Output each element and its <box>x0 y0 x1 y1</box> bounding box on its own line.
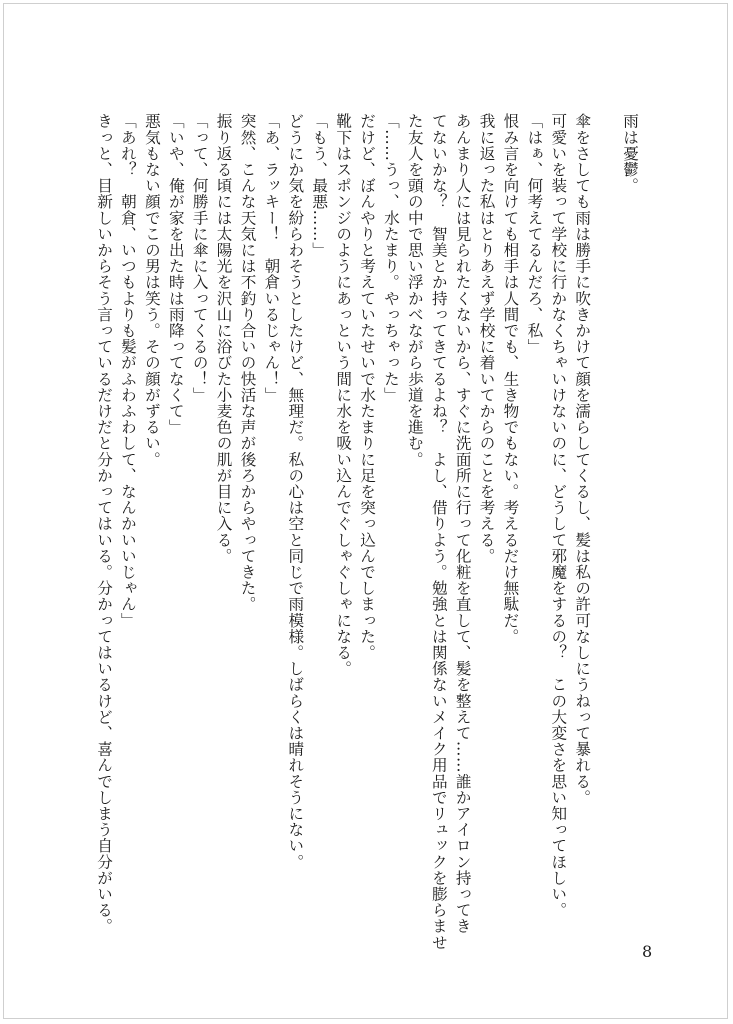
text-line: 「あれ？ 朝倉、いつもよりも髪がふわふわして、なんかいいじゃん」 <box>118 113 137 629</box>
document-page <box>3 3 728 1019</box>
chapter-title: 雨は憂鬱。 <box>621 113 639 194</box>
text-line: 悪気もない顔でこの男は笑う。その顔がずるい。 <box>142 113 161 468</box>
text-line: 突然、こんな天気には不釣り合いの快活な声が後ろからやってきた。 <box>238 113 257 613</box>
text-line: 我に返った私はとりあえず学校に着いてからのことを考える。 <box>477 113 496 564</box>
text-line: どうにか気を紛らわそうとしたけど、無理だ。私の心は空と同じで雨模様。しばらくは晴れそうにない。 <box>286 113 305 870</box>
text-line: きっと、目新しいからそう言っているだけだと分かってはいる。分かってはいるけど、喜んでしまう自分がいる。 <box>95 113 114 935</box>
text-line: 「もう、最悪……」 <box>310 113 329 258</box>
text-line: てないかな？ 智美とか持ってきてるよね？ よし、借りよう。勉強とは関係ないメイク用品でリュックを膨らませ <box>429 113 448 951</box>
text-line: た友人を頭の中で思い浮かべながら歩道を進む。 <box>405 113 424 468</box>
text-line: 「……うっ、水たまり。やっちゃった」 <box>381 113 400 403</box>
page-number: 8 <box>642 942 653 961</box>
text-line: だけど、ぼんやりと考えていたせいで水たまりに足を突っ込んでしまった。 <box>358 113 377 661</box>
text-line: 可愛いを装って学校に行かなくちゃいけないのに、どうして邪魔をするの？ この大変さを思い知ってほしい。 <box>549 113 568 918</box>
text-line: 「はぁ、何考えてるんだろ、私」 <box>525 113 544 355</box>
text-line: 振り返る頃には太陽光を沢山に浴びた小麦色の肌が目に入る。 <box>214 113 233 564</box>
text-line: あんまり人には見られたくないから、すぐに洗面所に行って化粧を直して、髪を整えて……誰かアイロン持ってき <box>453 113 472 935</box>
text-line: 恨み言を向けても相手は人間でも、生き物でもない。考えるだけ無駄だ。 <box>501 113 520 645</box>
text-line: 「って、何勝手に傘に入ってくるの！」 <box>190 113 209 403</box>
text-line: 「いや、俺が家を出た時は雨降ってなくて」 <box>166 113 185 435</box>
text-line: 「あ、ラッキー！ 朝倉いるじゃん！」 <box>262 113 281 403</box>
text-line: 靴下はスポンジのようにあっという間に水を吸い込んでぐしゃぐしゃになる。 <box>334 113 353 677</box>
body-text <box>91 113 641 951</box>
text-line: 傘をさしても雨は勝手に吹きかけて顔を濡らしてくるし、髪は私の許可なしにうねって暴れる。 <box>573 113 592 806</box>
